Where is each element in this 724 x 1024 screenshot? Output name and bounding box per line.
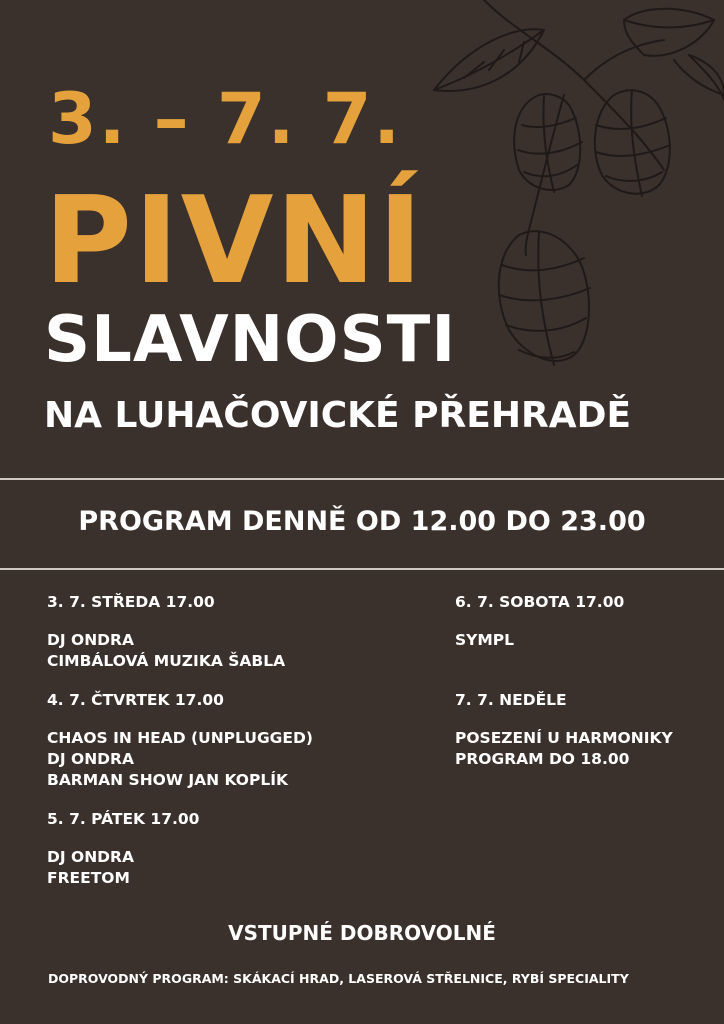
program-right-column bbox=[455, 592, 705, 788]
act: CHAOS IN HEAD (UNPLUGGED) bbox=[47, 729, 313, 747]
hops-illustration-icon bbox=[414, 0, 724, 380]
day-acts bbox=[47, 728, 407, 791]
day-title: 5. 7. PÁTEK 17.00 bbox=[47, 810, 200, 828]
title-sub: SLAVNOSTI bbox=[44, 303, 457, 377]
program-day bbox=[47, 592, 407, 672]
act: DJ ONDRA bbox=[47, 631, 134, 649]
event-location: NA LUHAČOVICKÉ PŘEHRADĚ bbox=[44, 395, 632, 436]
day-acts bbox=[455, 728, 705, 770]
act: DJ ONDRA bbox=[47, 848, 134, 866]
day-title: 6. 7. SOBOTA 17.00 bbox=[455, 593, 625, 611]
program-day bbox=[47, 809, 407, 889]
program-day bbox=[47, 690, 407, 791]
day-acts bbox=[47, 847, 407, 889]
program-day bbox=[455, 690, 705, 770]
event-dates: 3. – 7. 7. bbox=[48, 78, 403, 160]
program-day bbox=[455, 592, 705, 651]
act: CIMBÁLOVÁ MUZIKA ŠABLA bbox=[47, 652, 286, 670]
act: POSEZENÍ U HARMONIKY bbox=[455, 729, 673, 747]
act: BARMAN SHOW JAN KOPLÍK bbox=[47, 771, 288, 789]
title-main: PIVNÍ bbox=[44, 172, 425, 311]
day-title: 3. 7. STŘEDA 17.00 bbox=[47, 593, 215, 611]
accompanying-program: DOPROVODNÝ PROGRAM: SKÁKACÍ HRAD, LASEROVÁ STŘELNICE, RYBÍ SPECIALITY bbox=[48, 971, 629, 986]
act: SYMPL bbox=[455, 631, 515, 649]
day-title: 4. 7. ČTVRTEK 17.00 bbox=[47, 691, 224, 709]
divider-bottom bbox=[0, 568, 724, 570]
day-acts bbox=[455, 630, 705, 651]
entry-fee: VSTUPNÉ DOBROVOLNÉ bbox=[228, 921, 496, 945]
day-title: 7. 7. NEDĚLE bbox=[455, 691, 567, 709]
act: FREETOM bbox=[47, 869, 130, 887]
act: DJ ONDRA bbox=[47, 750, 134, 768]
day-acts bbox=[47, 630, 407, 672]
program-left-column bbox=[47, 592, 407, 907]
act: PROGRAM DO 18.00 bbox=[455, 750, 630, 768]
program-header: PROGRAM DENNĚ OD 12.00 DO 23.00 bbox=[78, 506, 646, 537]
divider-top bbox=[0, 478, 724, 480]
